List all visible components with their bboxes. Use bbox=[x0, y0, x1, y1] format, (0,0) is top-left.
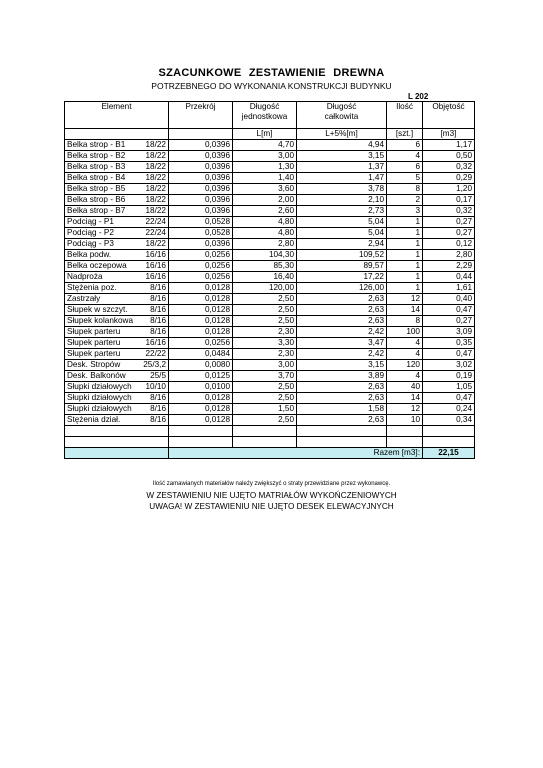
cell-dl-calk: 2,63 bbox=[297, 294, 387, 305]
cell-dl-calk: 2,42 bbox=[297, 349, 387, 360]
cell-ilosc: 1 bbox=[387, 261, 423, 272]
table-row bbox=[65, 404, 475, 415]
cell-dl-jedn: 2,80 bbox=[233, 239, 297, 250]
cell-ilosc: 4 bbox=[387, 349, 423, 360]
header-dl-jedn: Długość jednostkowa bbox=[233, 102, 297, 129]
element-dimension: 25/3,2 bbox=[143, 360, 166, 369]
cell-element bbox=[65, 283, 169, 294]
cell-przekroj: 0,0128 bbox=[169, 294, 233, 305]
cell-dl-jedn: 1,30 bbox=[233, 162, 297, 173]
element-name: Stężenia dział. bbox=[67, 415, 121, 424]
cell-przekroj: 0,0128 bbox=[169, 283, 233, 294]
element-dimension: 8/16 bbox=[150, 415, 166, 424]
cell-objetosc: 3,09 bbox=[423, 327, 475, 338]
cell-objetosc: 1,20 bbox=[423, 184, 475, 195]
cell-dl-jedn: 85,30 bbox=[233, 261, 297, 272]
table-row bbox=[65, 162, 475, 173]
document-code: L 202 bbox=[408, 92, 429, 101]
element-name: Słupki działowych bbox=[67, 404, 132, 413]
cell-dl-calk: 17,22 bbox=[297, 272, 387, 283]
cell-objetosc: 0,32 bbox=[423, 162, 475, 173]
cell-element bbox=[65, 393, 169, 404]
cell-dl-jedn: 4,80 bbox=[233, 217, 297, 228]
cell-dl-calk: 5,04 bbox=[297, 217, 387, 228]
element-name: Słupek w szczyt. bbox=[67, 305, 128, 314]
cell-objetosc: 0,40 bbox=[423, 294, 475, 305]
cell-objetosc: 2,80 bbox=[423, 250, 475, 261]
cell-przekroj: 0,0128 bbox=[169, 316, 233, 327]
cell-dl-calk: 89,57 bbox=[297, 261, 387, 272]
cell-element bbox=[65, 206, 169, 217]
cell-dl-jedn: 2,30 bbox=[233, 327, 297, 338]
cell-przekroj: 0,0528 bbox=[169, 228, 233, 239]
table-row bbox=[65, 272, 475, 283]
table-row bbox=[65, 382, 475, 393]
cell-ilosc: 40 bbox=[387, 382, 423, 393]
element-dimension: 16/16 bbox=[145, 250, 166, 259]
element-dimension: 18/22 bbox=[145, 195, 166, 204]
table-row bbox=[65, 360, 475, 371]
cell-objetosc: 0,47 bbox=[423, 393, 475, 404]
cell-element bbox=[65, 382, 169, 393]
element-name: Słupki działowych bbox=[67, 382, 132, 391]
cell-dl-jedn: 2,50 bbox=[233, 316, 297, 327]
header-przekroj: Przekrój bbox=[169, 102, 233, 129]
cell-dl-jedn: 2,50 bbox=[233, 393, 297, 404]
element-dimension: 18/22 bbox=[145, 140, 166, 149]
cell-dl-jedn: 4,80 bbox=[233, 228, 297, 239]
cell-objetosc: 1,05 bbox=[423, 382, 475, 393]
cell-przekroj: 0,0396 bbox=[169, 184, 233, 195]
element-name: Belka oczepowa bbox=[67, 261, 127, 270]
element-name: Podciąg - P1 bbox=[67, 217, 114, 226]
cell-przekroj: 0,0256 bbox=[169, 272, 233, 283]
blank-cell bbox=[297, 426, 387, 437]
header-unit-dl-jedn: L[m] bbox=[233, 129, 297, 140]
element-name: Zastrzały bbox=[67, 294, 101, 303]
header-ilosc: Ilość bbox=[387, 102, 423, 129]
element-name: Belka strop - B6 bbox=[67, 195, 126, 204]
cell-ilosc: 1 bbox=[387, 217, 423, 228]
cell-element bbox=[65, 140, 169, 151]
cell-dl-calk: 2,73 bbox=[297, 206, 387, 217]
cell-ilosc: 1 bbox=[387, 283, 423, 294]
table-row bbox=[65, 173, 475, 184]
element-dimension: 25/5 bbox=[150, 371, 166, 380]
table-row bbox=[65, 415, 475, 426]
cell-przekroj: 0,0396 bbox=[169, 206, 233, 217]
element-dimension: 8/16 bbox=[150, 283, 166, 292]
cell-dl-calk: 2,42 bbox=[297, 327, 387, 338]
element-dimension: 8/16 bbox=[150, 305, 166, 314]
element-name: Słupek parteru bbox=[67, 349, 121, 358]
cell-ilosc: 2 bbox=[387, 195, 423, 206]
cell-objetosc: 0,35 bbox=[423, 338, 475, 349]
element-name: Belka strop - B2 bbox=[67, 151, 126, 160]
element-name: Belka strop - B1 bbox=[67, 140, 126, 149]
cell-element bbox=[65, 305, 169, 316]
cell-ilosc: 120 bbox=[387, 360, 423, 371]
cell-objetosc: 1,61 bbox=[423, 283, 475, 294]
cell-przekroj: 0,0256 bbox=[169, 261, 233, 272]
element-dimension: 18/22 bbox=[145, 184, 166, 193]
header-unit-dl-calk: L+5%[m] bbox=[297, 129, 387, 140]
cell-objetosc: 1,17 bbox=[423, 140, 475, 151]
table-row bbox=[65, 206, 475, 217]
total-blank-cell bbox=[65, 448, 169, 459]
cell-przekroj: 0,0256 bbox=[169, 338, 233, 349]
cell-ilosc: 1 bbox=[387, 239, 423, 250]
header-unit-element bbox=[65, 129, 169, 140]
cell-przekroj: 0,0100 bbox=[169, 382, 233, 393]
cell-dl-jedn: 2,30 bbox=[233, 349, 297, 360]
header-element: Element bbox=[65, 102, 169, 129]
table-row bbox=[65, 316, 475, 327]
cell-dl-jedn: 2,50 bbox=[233, 305, 297, 316]
cell-dl-calk: 2,63 bbox=[297, 393, 387, 404]
table-row bbox=[65, 140, 475, 151]
total-label: Razem [m3]: bbox=[169, 448, 423, 459]
cell-element bbox=[65, 316, 169, 327]
cell-przekroj: 0,0125 bbox=[169, 371, 233, 382]
cell-ilosc: 14 bbox=[387, 305, 423, 316]
document-subtitle: POTRZEBNEGO DO WYKONANIA KONSTRUKCJI BUDYNKU bbox=[151, 81, 392, 91]
cell-dl-calk: 2,94 bbox=[297, 239, 387, 250]
cell-ilosc: 4 bbox=[387, 151, 423, 162]
cell-ilosc: 6 bbox=[387, 162, 423, 173]
cell-objetosc: 0,50 bbox=[423, 151, 475, 162]
cell-przekroj: 0,0396 bbox=[169, 140, 233, 151]
cell-dl-jedn: 120,00 bbox=[233, 283, 297, 294]
cell-przekroj: 0,0128 bbox=[169, 393, 233, 404]
element-dimension: 16/16 bbox=[145, 272, 166, 281]
blank-cell bbox=[423, 437, 475, 448]
cell-ilosc: 1 bbox=[387, 272, 423, 283]
document-title: SZACUNKOWE ZESTAWIENIE DREWNA bbox=[158, 67, 385, 79]
cell-objetosc: 0,47 bbox=[423, 349, 475, 360]
blank-cell bbox=[233, 426, 297, 437]
cell-element bbox=[65, 272, 169, 283]
cell-przekroj: 0,0128 bbox=[169, 305, 233, 316]
table-row bbox=[65, 349, 475, 360]
header-unit-ilosc: [szt.] bbox=[387, 129, 423, 140]
blank-cell bbox=[233, 437, 297, 448]
cell-objetosc: 2,29 bbox=[423, 261, 475, 272]
cell-dl-calk: 3,78 bbox=[297, 184, 387, 195]
element-dimension: 22/24 bbox=[145, 228, 166, 237]
cell-dl-jedn: 3,70 bbox=[233, 371, 297, 382]
cell-przekroj: 0,0484 bbox=[169, 349, 233, 360]
cell-element bbox=[65, 261, 169, 272]
table-row bbox=[65, 393, 475, 404]
header-unit-row bbox=[65, 129, 475, 140]
cell-dl-calk: 1,58 bbox=[297, 404, 387, 415]
cell-element bbox=[65, 371, 169, 382]
cell-dl-jedn: 104,30 bbox=[233, 250, 297, 261]
cell-przekroj: 0,0396 bbox=[169, 239, 233, 250]
blank-cell bbox=[387, 426, 423, 437]
cell-przekroj: 0,0080 bbox=[169, 360, 233, 371]
cell-ilosc: 4 bbox=[387, 371, 423, 382]
cell-dl-calk: 5,04 bbox=[297, 228, 387, 239]
blank-cell bbox=[169, 437, 233, 448]
element-dimension: 22/22 bbox=[145, 349, 166, 358]
cell-dl-jedn: 2,00 bbox=[233, 195, 297, 206]
cell-dl-calk: 3,15 bbox=[297, 360, 387, 371]
element-name: Stężenia poz. bbox=[67, 283, 117, 292]
cell-przekroj: 0,0128 bbox=[169, 404, 233, 415]
cell-dl-calk: 2,63 bbox=[297, 316, 387, 327]
cell-objetosc: 0,32 bbox=[423, 206, 475, 217]
blank-cell bbox=[297, 437, 387, 448]
element-name: Podciąg - P2 bbox=[67, 228, 114, 237]
element-dimension: 22/24 bbox=[145, 217, 166, 226]
cell-element bbox=[65, 250, 169, 261]
cell-przekroj: 0,0396 bbox=[169, 173, 233, 184]
table-row bbox=[65, 305, 475, 316]
element-dimension: 8/16 bbox=[150, 316, 166, 325]
cell-dl-jedn: 3,00 bbox=[233, 151, 297, 162]
cell-ilosc: 8 bbox=[387, 316, 423, 327]
cell-objetosc: 3,02 bbox=[423, 360, 475, 371]
blank-cell bbox=[387, 437, 423, 448]
cell-ilosc: 6 bbox=[387, 140, 423, 151]
header-objetosc: Objętość bbox=[423, 102, 475, 129]
cell-objetosc: 0,47 bbox=[423, 305, 475, 316]
cell-przekroj: 0,0528 bbox=[169, 217, 233, 228]
cell-objetosc: 0,27 bbox=[423, 316, 475, 327]
table-row bbox=[65, 261, 475, 272]
total-value: 22,15 bbox=[423, 448, 475, 459]
cell-ilosc: 8 bbox=[387, 184, 423, 195]
cell-dl-jedn: 2,50 bbox=[233, 382, 297, 393]
cell-element bbox=[65, 184, 169, 195]
cell-element bbox=[65, 195, 169, 206]
element-dimension: 10/10 bbox=[145, 382, 166, 391]
blank-cell bbox=[65, 437, 169, 448]
cell-element bbox=[65, 415, 169, 426]
cell-element bbox=[65, 338, 169, 349]
cell-dl-jedn: 2,60 bbox=[233, 206, 297, 217]
cell-przekroj: 0,0128 bbox=[169, 415, 233, 426]
table-row bbox=[65, 151, 475, 162]
table-body bbox=[65, 140, 475, 459]
cell-dl-calk: 3,15 bbox=[297, 151, 387, 162]
cell-ilosc: 1 bbox=[387, 250, 423, 261]
note-finishing: W ZESTAWIENIU NIE UJĘTO MATRIAŁÓW WYKOŃCZENIOWYCH bbox=[146, 491, 397, 500]
table-row bbox=[65, 239, 475, 250]
cell-element bbox=[65, 217, 169, 228]
element-dimension: 18/22 bbox=[145, 151, 166, 160]
cell-objetosc: 0,12 bbox=[423, 239, 475, 250]
cell-dl-calk: 3,47 bbox=[297, 338, 387, 349]
element-name: Słupek parteru bbox=[67, 327, 121, 336]
cell-dl-calk: 4,94 bbox=[297, 140, 387, 151]
cell-element bbox=[65, 294, 169, 305]
table-row bbox=[65, 371, 475, 382]
cell-przekroj: 0,0396 bbox=[169, 195, 233, 206]
blank-cell bbox=[65, 426, 169, 437]
cell-dl-calk: 126,00 bbox=[297, 283, 387, 294]
cell-element bbox=[65, 404, 169, 415]
header-row bbox=[65, 102, 475, 129]
cell-dl-jedn: 1,50 bbox=[233, 404, 297, 415]
element-name: Nadproża bbox=[67, 272, 103, 281]
cell-element bbox=[65, 173, 169, 184]
cell-dl-calk: 1,37 bbox=[297, 162, 387, 173]
element-name: Słupek parteru bbox=[67, 338, 121, 347]
header-unit-przekroj bbox=[169, 129, 233, 140]
cell-dl-jedn: 1,40 bbox=[233, 173, 297, 184]
cell-ilosc: 12 bbox=[387, 404, 423, 415]
cell-element bbox=[65, 151, 169, 162]
cell-dl-jedn: 4,70 bbox=[233, 140, 297, 151]
blank-row bbox=[65, 437, 475, 448]
table-row bbox=[65, 217, 475, 228]
element-dimension: 18/22 bbox=[145, 239, 166, 248]
cell-dl-calk: 2,10 bbox=[297, 195, 387, 206]
element-dimension: 8/16 bbox=[150, 393, 166, 402]
cell-dl-calk: 3,89 bbox=[297, 371, 387, 382]
element-dimension: 18/22 bbox=[145, 162, 166, 171]
table-row bbox=[65, 228, 475, 239]
cell-objetosc: 0,19 bbox=[423, 371, 475, 382]
element-dimension: 8/16 bbox=[150, 404, 166, 413]
cell-przekroj: 0,0396 bbox=[169, 162, 233, 173]
cell-przekroj: 0,0396 bbox=[169, 151, 233, 162]
element-dimension: 18/22 bbox=[145, 206, 166, 215]
header-unit-objetosc: [m3] bbox=[423, 129, 475, 140]
element-dimension: 18/22 bbox=[145, 173, 166, 182]
cell-dl-jedn: 3,60 bbox=[233, 184, 297, 195]
blank-cell bbox=[169, 426, 233, 437]
note-warning: UWAGA! W ZESTAWIENIU NIE UJĘTO DESEK ELEWACYJNYCH bbox=[149, 502, 394, 511]
cell-ilosc: 10 bbox=[387, 415, 423, 426]
cell-element bbox=[65, 228, 169, 239]
table-row bbox=[65, 195, 475, 206]
cell-ilosc: 100 bbox=[387, 327, 423, 338]
element-name: Desk. Balkonów bbox=[67, 371, 126, 380]
element-dimension: 16/16 bbox=[145, 261, 166, 270]
element-name: Belka strop - B3 bbox=[67, 162, 126, 171]
cell-element bbox=[65, 349, 169, 360]
cell-przekroj: 0,0128 bbox=[169, 327, 233, 338]
cell-objetosc: 0,17 bbox=[423, 195, 475, 206]
cell-dl-calk: 2,63 bbox=[297, 382, 387, 393]
cell-ilosc: 4 bbox=[387, 338, 423, 349]
note-losses: Ilość zamawianych materiałów należy zwiększyć o straty przewidziane przez wykonawcę. bbox=[152, 481, 391, 487]
element-name: Belka strop - B7 bbox=[67, 206, 126, 215]
timber-table bbox=[64, 101, 475, 459]
table-row bbox=[65, 184, 475, 195]
element-name: Belka podw. bbox=[67, 250, 112, 259]
cell-objetosc: 0,27 bbox=[423, 228, 475, 239]
cell-ilosc: 5 bbox=[387, 173, 423, 184]
cell-dl-jedn: 3,00 bbox=[233, 360, 297, 371]
cell-ilosc: 14 bbox=[387, 393, 423, 404]
cell-ilosc: 12 bbox=[387, 294, 423, 305]
table-row bbox=[65, 294, 475, 305]
blank-cell bbox=[423, 426, 475, 437]
element-name: Podciąg - P3 bbox=[67, 239, 114, 248]
cell-objetosc: 0,34 bbox=[423, 415, 475, 426]
element-dimension: 8/16 bbox=[150, 327, 166, 336]
table-row bbox=[65, 250, 475, 261]
header-dl-calk: Długość całkowita bbox=[297, 102, 387, 129]
total-row bbox=[65, 448, 475, 459]
element-name: Słupek kolankowa bbox=[67, 316, 133, 325]
table-row bbox=[65, 327, 475, 338]
cell-przekroj: 0,0256 bbox=[169, 250, 233, 261]
cell-element bbox=[65, 327, 169, 338]
cell-dl-calk: 2,63 bbox=[297, 305, 387, 316]
cell-objetosc: 0,27 bbox=[423, 217, 475, 228]
cell-dl-jedn: 16,40 bbox=[233, 272, 297, 283]
element-name: Belka strop - B4 bbox=[67, 173, 126, 182]
cell-dl-jedn: 2,50 bbox=[233, 415, 297, 426]
element-name: Słupki działowych bbox=[67, 393, 132, 402]
cell-element bbox=[65, 239, 169, 250]
element-name: Desk. Stropów bbox=[67, 360, 121, 369]
cell-objetosc: 0,44 bbox=[423, 272, 475, 283]
table-row bbox=[65, 283, 475, 294]
element-dimension: 16/16 bbox=[145, 338, 166, 347]
cell-objetosc: 0,29 bbox=[423, 173, 475, 184]
element-name: Belka strop - B5 bbox=[67, 184, 126, 193]
blank-row bbox=[65, 426, 475, 437]
element-dimension: 8/16 bbox=[150, 294, 166, 303]
cell-dl-calk: 2,63 bbox=[297, 415, 387, 426]
cell-dl-calk: 1,47 bbox=[297, 173, 387, 184]
cell-element bbox=[65, 360, 169, 371]
table-row bbox=[65, 338, 475, 349]
cell-dl-calk: 109,52 bbox=[297, 250, 387, 261]
cell-ilosc: 3 bbox=[387, 206, 423, 217]
cell-dl-jedn: 3,30 bbox=[233, 338, 297, 349]
cell-dl-jedn: 2,50 bbox=[233, 294, 297, 305]
cell-element bbox=[65, 162, 169, 173]
cell-objetosc: 0,24 bbox=[423, 404, 475, 415]
cell-ilosc: 1 bbox=[387, 228, 423, 239]
